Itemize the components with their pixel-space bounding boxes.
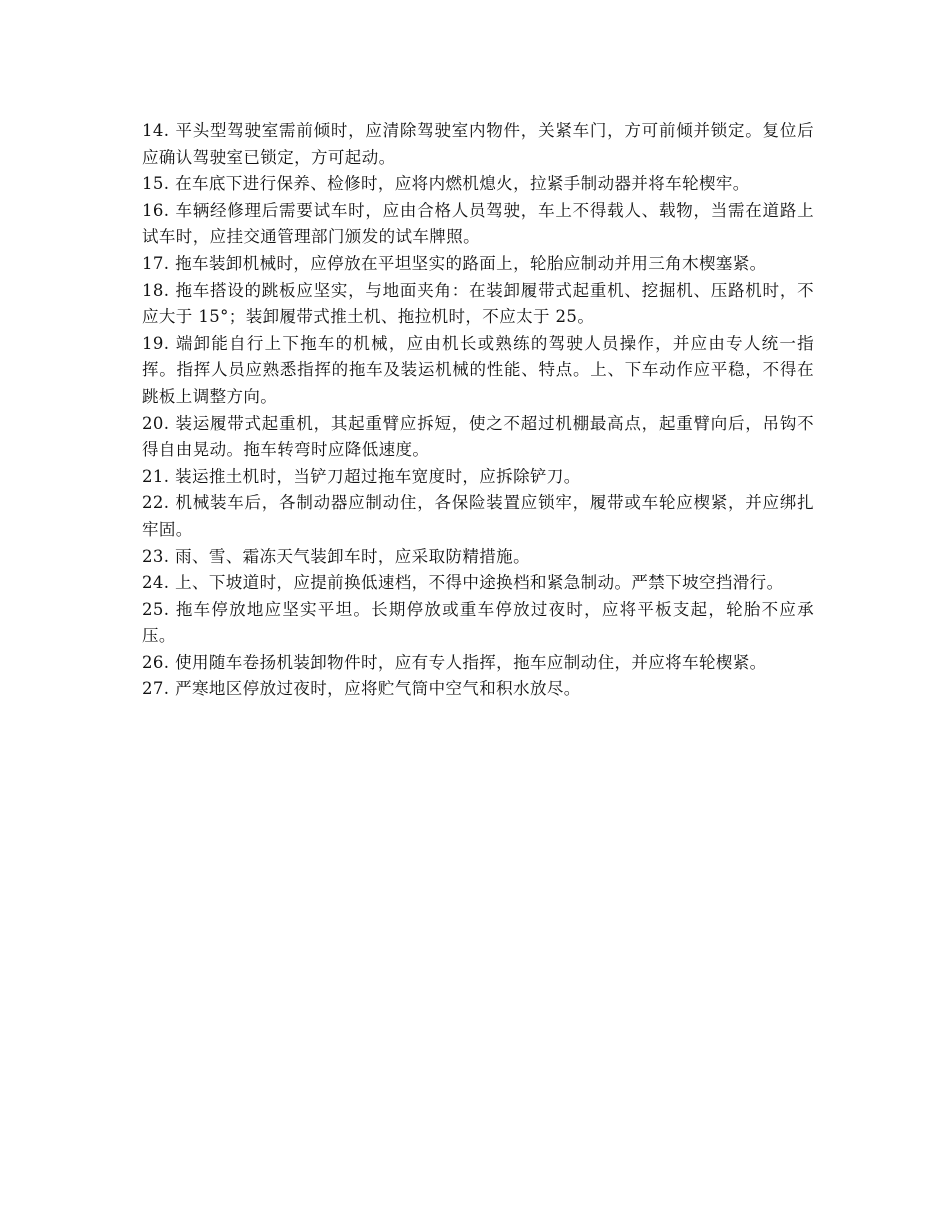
paragraph-20: 20. 装运履带式起重机，其起重臂应拆短，使之不超过机棚最高点，起重臂向后，吊钩不得自由晃动。拖车转弯时应降低速度。 — [142, 413, 814, 460]
paragraph-19: 19. 端卸能自行上下拖车的机械，应由机长或熟练的驾驶人员操作，并应由专人统一指挥。指挥人员应熟悉指挥的拖车及装运机械的性能、特点。上、下车动作应平稳，不得在跳板上调整方向。 — [142, 333, 814, 406]
paragraph-25: 25. 拖车停放地应坚实平坦。长期停放或重车停放过夜时，应将平板支起，轮胎不应承压。 — [142, 599, 814, 646]
paragraph-24: 24. 上、下坡道时，应提前换低速档，不得中途换档和紧急制动。严禁下坡空挡滑行。 — [142, 573, 784, 593]
paragraph-23: 23. 雨、雪、霜冻天气装卸车时，应采取防精措施。 — [142, 546, 530, 566]
paragraph-22: 22. 机械装车后，各制动器应制动住，各保险装置应锁牢，履带或车轮应楔紧，并应绑扎牢固。 — [142, 493, 814, 539]
paragraph-14: 14. 平头型驾驶室需前倾时，应清除驾驶室内物件，关紧车门，方可前倾并锁定。复位后应确认驾驶室已锁定，方可起动。 — [142, 121, 814, 167]
paragraph-16: 16. 车辆经修理后需要试车时，应由合格人员驾驶，车上不得载人、载物，当需在道路上试车时，应挂交通管理部门颁发的试车牌照。 — [142, 200, 814, 247]
paragraph-21: 21. 装运推土机时，当铲刀超过拖车宽度时，应拆除铲刀。 — [142, 466, 581, 486]
paragraph-27: 27. 严寒地区停放过夜时，应将贮气筒中空气和积水放尽。 — [142, 679, 581, 699]
document-body — [142, 118, 814, 703]
paragraph-15: 15. 在车底下进行保养、检修时，应将内燃机熄火，拉紧手制动器并将车轮楔牢。 — [142, 174, 750, 194]
paragraph-18: 18. 拖车搭设的跳板应坚实，与地面夹角：在装卸履带式起重机、挖掘机、压路机时，不应大于 15°；装卸履带式推土机、拖拉机时，不应太于 25。 — [142, 280, 814, 327]
paragraph-26: 26. 使用随车卷扬机装卸物件时，应有专人指挥，拖车应制动住，并应将车轮楔紧。 — [142, 652, 767, 672]
paragraph-17: 17. 拖车装卸机械时，应停放在平坦坚实的路面上，轮胎应制动并用三角木楔塞紧。 — [142, 253, 767, 273]
